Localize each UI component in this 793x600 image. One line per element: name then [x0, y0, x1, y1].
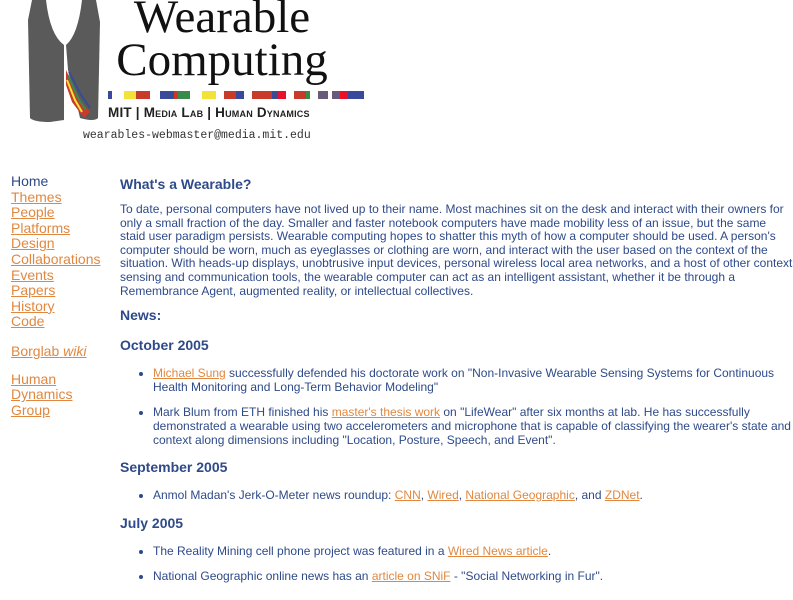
color-bar: [252, 91, 272, 99]
borglab-label: Borglab: [11, 342, 60, 359]
color-bars: [108, 91, 364, 99]
nav-human-dynamics-group[interactable]: [11, 371, 72, 418]
page-heading: What's a Wearable?: [120, 176, 252, 192]
color-bar: [112, 91, 124, 99]
nav-item-history[interactable]: History: [11, 297, 55, 314]
color-bar: [224, 91, 236, 99]
site-logo: [0, 0, 400, 150]
group-label-3: Group: [11, 401, 50, 418]
group-label-2: Dynamics: [11, 386, 73, 403]
color-bar: [202, 91, 216, 99]
news-link[interactable]: CNN: [394, 488, 421, 503]
news-heading: News:: [120, 307, 162, 324]
color-bar: [216, 91, 224, 99]
news-text: Anmol Madan's Jerk-O-Meter news roundup:: [153, 488, 395, 503]
news-text: ,: [420, 488, 428, 503]
news-month-heading: October 2005: [120, 337, 209, 354]
news-text: .: [547, 543, 552, 558]
news-link[interactable]: Wired: [427, 488, 459, 503]
news-link[interactable]: Wired News article: [447, 543, 548, 558]
color-bar: [190, 91, 202, 99]
color-bar: [178, 91, 190, 99]
news-item: [153, 489, 793, 503]
wiki-label: wiki: [63, 342, 87, 359]
main-content: [120, 174, 793, 596]
nav-item-events[interactable]: Events: [11, 266, 54, 283]
news-item: [153, 570, 793, 584]
title-line-2: Computing: [116, 34, 328, 86]
news-link[interactable]: master's thesis work: [331, 405, 441, 420]
news-item: [153, 545, 793, 559]
news-link[interactable]: National Geographic: [465, 488, 575, 503]
nav-borglab-wiki[interactable]: [11, 343, 87, 359]
color-bar: [160, 91, 174, 99]
news-list: [120, 337, 793, 584]
news-text: ,: [458, 488, 466, 503]
news-link[interactable]: article on SNiF: [371, 569, 451, 584]
title-line-1: Wearable: [133, 0, 311, 43]
color-bar: [150, 91, 160, 99]
news-text: The Reality Mining cell phone project was featured in a: [153, 543, 448, 558]
webmaster-email: wearables-webmaster@media.mit.edu: [83, 129, 311, 142]
intro-paragraph: To date, personal computers have not lived up to their name. Most machines sit on the desk and interact with their owners for only a small fraction of the day. Smaller and faster notebook computers have made mobility less of an issue, but the same staid user paradigm persists. Wearable computing hopes to shatter this myth of how a computer should be used. A person's computer should be worn, much as eyeglasses or clothing are worn, and interact with the user based on the context of the situation. With heads-up displays, unobtrusive input devices, personal wireless local area networks, and a host of other context sensing and communication tools, the wearable computer can act as an intelligent assistant, whether it be through a Remembrance Agent, augmented reality, or intellectual collectives.: [120, 202, 793, 298]
news-text: - "Social Networking in Fur".: [450, 569, 604, 584]
news-text: successfully defended his doctorate work on "Non-Invasive Wearable Sensing Systems for Continuous Health Monitoring and Long-Term Behavior Modeling": [153, 366, 775, 394]
news-text: , and: [574, 488, 605, 503]
nav-item-papers[interactable]: Papers: [11, 282, 56, 299]
news-item: [153, 406, 793, 447]
group-label-1: Human: [11, 370, 57, 387]
news-link[interactable]: Michael Sung: [153, 366, 226, 381]
nav-item-people[interactable]: People: [11, 204, 55, 221]
color-bar: [318, 91, 328, 99]
news-text: Mark Blum from ETH finished his: [153, 405, 332, 420]
nav-item-collaborations[interactable]: Collaborations: [11, 250, 101, 267]
color-bar: [332, 91, 340, 99]
color-bar: [136, 91, 150, 99]
color-bar: [286, 91, 294, 99]
nav-item-platforms[interactable]: Platforms: [11, 219, 71, 236]
news-text: on "LifeWear" after six months at lab. He has successfully demonstrated a wearable using two accelerometers and microphone that is capable of classifying the wearer's state and context along dimensions including "Location, Posture, Speech, and Event".: [153, 405, 791, 447]
color-bar: [348, 91, 364, 99]
news-text: .: [639, 488, 643, 503]
news-link[interactable]: ZDNet: [604, 488, 640, 503]
tagline: MIT | Media Lab | Human Dynamics: [108, 105, 310, 120]
color-bar: [278, 91, 286, 99]
vest-logo-image: [28, 0, 100, 125]
nav-item-home: Home: [11, 173, 49, 189]
color-bar: [310, 91, 318, 99]
nav-item-code[interactable]: Code: [11, 313, 45, 330]
news-items: [120, 545, 793, 584]
sidebar-nav: [11, 174, 101, 418]
nav-item-themes[interactable]: Themes: [11, 188, 62, 205]
news-month-heading: September 2005: [120, 459, 228, 476]
news-items: [120, 489, 793, 503]
site-title: [112, 0, 332, 86]
color-bar: [340, 91, 348, 99]
color-bar: [294, 91, 306, 99]
nav-item-design[interactable]: Design: [11, 235, 55, 252]
news-month-heading: July 2005: [120, 514, 184, 531]
color-bar: [244, 91, 252, 99]
news-items: [120, 367, 793, 447]
color-bar: [124, 91, 136, 99]
news-text: National Geographic online news has an: [153, 569, 372, 584]
color-bar: [236, 91, 244, 99]
news-item: [153, 367, 793, 394]
